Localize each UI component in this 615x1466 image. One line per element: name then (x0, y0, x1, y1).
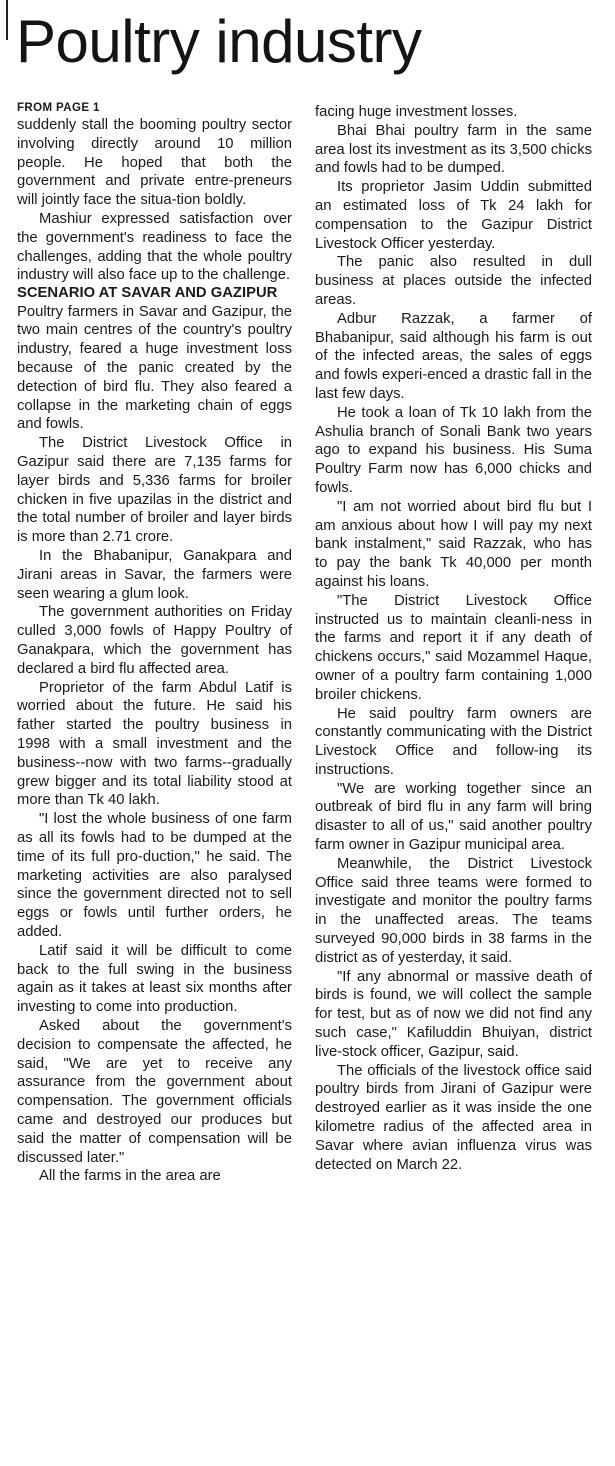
paragraph: He said poultry farm owners are constantly communicating with the District Livestock Office and follow-ing its instructions. (315, 705, 592, 778)
paragraph: The government authorities on Friday culled 3,000 fowls of Happy Poultry of Ganakpara, which the government has declared a bird flu affected area. (17, 604, 292, 677)
paragraph: "I lost the whole business of one farm as all its fowls had to be dumped at the time of its full pro-duction," he said. The marketing activities are also paralysed since the government directed not to sell eggs or fowls until further orders, he added. (17, 811, 292, 940)
paragraph: Mashiur expressed satisfaction over the government's readiness to face the challenges, adding that the whole poultry industry will also face up to the challenge. (17, 210, 292, 284)
paragraph: The District Livestock Office in Gazipur said there are 7,135 farms for layer birds and 5,336 farms for broiler chicken in five upazilas in the district and the total number of broiler and layer birds is more than 2.71 crore. (17, 435, 292, 546)
paragraph: "I am not worried about bird flu but I am anxious about how I will pay my next bank instalment," said Razzak, who has to pay the bank Tk 40,000 per month against his loans. (315, 498, 592, 590)
paragraph: Asked about the government's decision to compensate the affected, he said, "We are yet to receive any assurance from the government about compensation. The government officials came and destroyed our produces but said the matter of compensation will be discussed later." (17, 1017, 292, 1166)
paragraph: The officials of the livestock office said poultry birds from Jirani of Gazipur were destroyed earlier as it was inside the one kilometre radius of the affected area in Savar where avian influenza virus was detected on March 22. (315, 1062, 592, 1173)
article-column-1 (17, 100, 292, 1186)
paragraph: Proprietor of the farm Abdul Latif is worried about the future. He said his father started the poultry business in 1998 with a small investment and the business--now with two farms--gradually grew bigger and its total liability stood at more than Tk 40 lakh. (17, 679, 292, 809)
paragraph: All the farms in the area are (39, 1168, 221, 1185)
subheading: SCENARIO AT SAVAR AND GAZIPUR (17, 285, 278, 302)
paragraph: "If any abnormal or massive death of birds is found, we will collect the sample for test, but as of now we did not find any such case," Kafiluddin Bhuiyan, district live-stock officer, Gazipur, said. (315, 968, 592, 1060)
kicker: FROM PAGE 1 (17, 102, 100, 114)
paragraph: The panic also resulted in dull business at places outside the infected areas. (315, 254, 592, 308)
paragraph: Poultry farmers in Savar and Gazipur, the two main centres of the country's poultry industry, feared a huge investment loss because of the panic created by the detection of bird flu. They also feared a collapse in the marketing chain of eggs and fowls. (17, 303, 292, 433)
paragraph: Its proprietor Jasim Uddin submitted an estimated loss of Tk 24 lakh for compensation to the Gazipur District Livestock Officer yesterday. (315, 179, 592, 252)
paragraph: Latif said it will be difficult to come back to the full swing in the business again as it takes at least six months after investing to come into production. (17, 942, 292, 1016)
paragraph: Adbur Razzak, a farmer of Bhabanipur, said although his farm is out of the infected areas, the sales of eggs and fowls experi-enced a drastic fall in the last few days. (315, 310, 592, 402)
headline: Poultry industry (16, 8, 422, 75)
article-column-2 (315, 103, 592, 1174)
paragraph: Meanwhile, the District Livestock Office said three teams were formed to investigate and monitor the poultry farms in the unaffected areas. The teams surveyed 90,000 birds in 38 farms in the district as of yesterday, it said. (315, 855, 592, 966)
paragraph: suddenly stall the booming poultry sector involving directly around 10 million people. He hoped that both the government and private entre-preneurs will jointly face the situa-tion boldly. (17, 117, 292, 209)
paragraph: "We are working together since an outbreak of bird flu in any farm will bring disaster to all of us," said another poultry farm owner in Gazipur municipal area. (315, 780, 592, 854)
paragraph: "The District Livestock Office instructed us to maintain cleanli-ness in the farms and report it if any death of chickens occurs," said Mozammel Haque, owner of a poultry farm containing 1,000 broiler chickens. (315, 592, 592, 703)
paragraph: Bhai Bhai poultry farm in the same area lost its investment as its 3,500 chicks and fowls had to be dumped. (315, 122, 592, 177)
column-rule (6, 0, 8, 40)
paragraph: facing huge investment losses. (315, 104, 518, 120)
paragraph: He took a loan of Tk 10 lakh from the Ashulia branch of Sonali Bank two years ago to expand his business. His Suma Poultry Farm now has 6,000 chicks and fowls. (315, 404, 592, 496)
paragraph: In the Bhabanipur, Ganakpara and Jirani areas in Savar, the farmers were seen wearing a glum look. (17, 548, 292, 602)
